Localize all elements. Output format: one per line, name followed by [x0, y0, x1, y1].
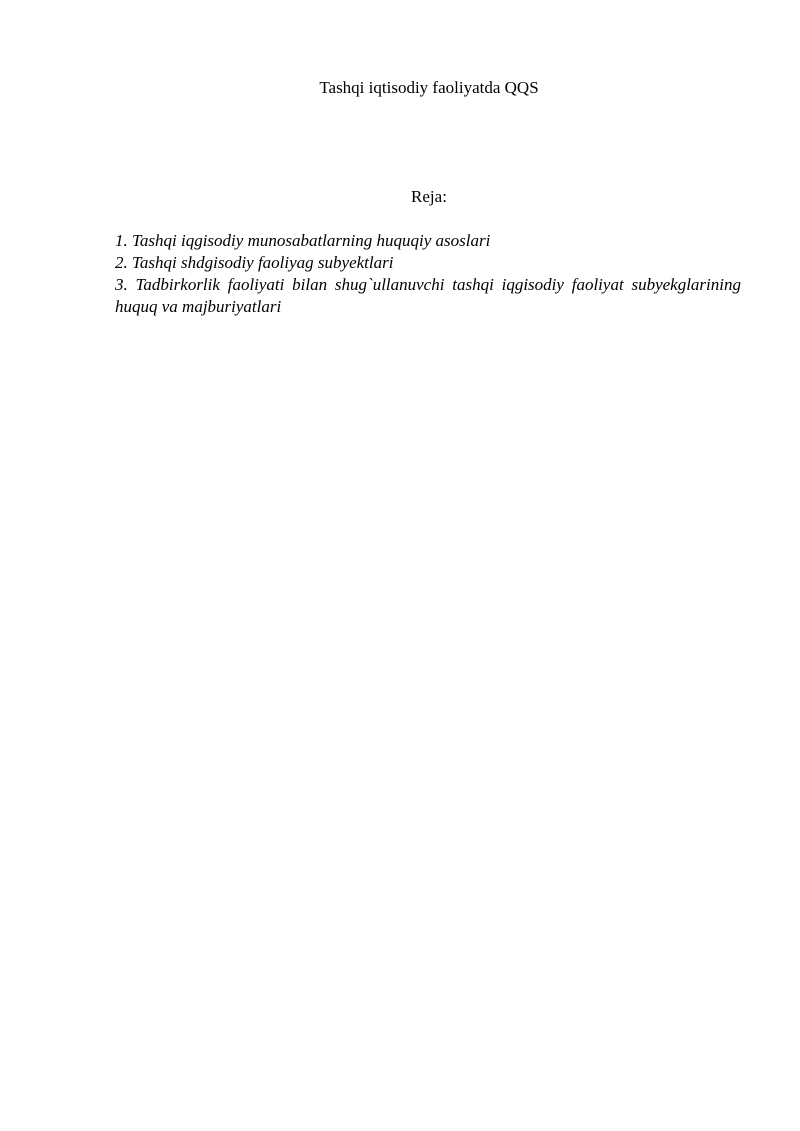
plan-list: [115, 230, 741, 318]
plan-item-1: 1. Tashqi iqgisodiy munosabatlarning huquqiy asoslari: [115, 231, 491, 250]
plan-item-3: 3. Tadbirkorlik faoliyati bilan shug`ullanuvchi tashqi iqgisodiy faoliyat subyekglarining huquq va majburiyatlari: [115, 275, 741, 316]
plan-heading: Reja:: [411, 187, 447, 206]
plan-item-2: 2. Tashqi shdgisodiy faoliyag subyektlari: [115, 253, 394, 272]
document-title: Tashqi iqtisodiy faoliyatda QQS: [319, 78, 539, 97]
